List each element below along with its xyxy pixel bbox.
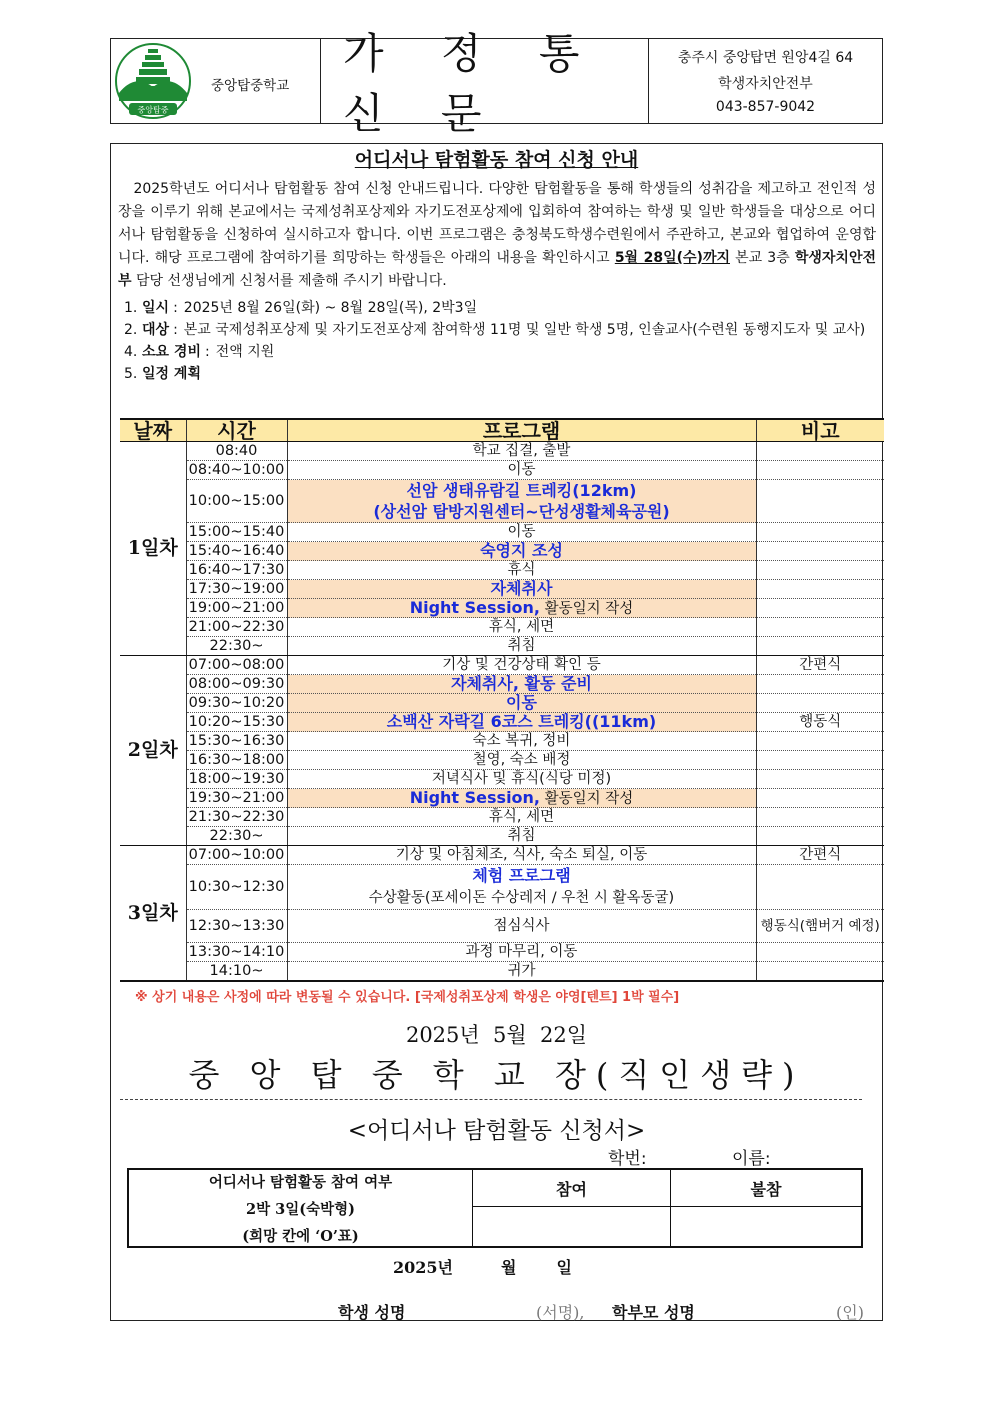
- table-cell: [756, 461, 884, 480]
- table-cell: 15:40~16:40: [186, 542, 287, 561]
- table-cell: 08:00~09:30: [186, 675, 287, 694]
- table-cell: [756, 962, 884, 982]
- table-cell: 15:30~16:30: [186, 732, 287, 751]
- table-cell: 소백산 자락길 6코스 트레킹((11km): [287, 713, 756, 732]
- table-cell: 기상 및 아침체조, 식사, 숙소 퇴실, 이동: [287, 846, 756, 865]
- table-cell: 체험 프로그램 수상활동(포세이돈 수상레저 / 우천 시 활옥동굴): [287, 865, 756, 910]
- table-row: [120, 962, 884, 982]
- form-date: 2025년 월 일: [393, 1258, 572, 1277]
- table-cell: 09:30~10:20: [186, 694, 287, 713]
- signature-line: [338, 1300, 868, 1323]
- table-cell: 12:30~13:30: [186, 910, 287, 943]
- table-row: [120, 656, 884, 675]
- col-header-note: 비고: [756, 419, 884, 442]
- table-cell: [756, 789, 884, 808]
- table-cell: Night Session, 활동일지 작성: [287, 599, 756, 618]
- table-row: [120, 480, 884, 523]
- table-row: [120, 808, 884, 827]
- option-yes-header: 참여: [473, 1170, 671, 1207]
- table-row: [120, 910, 884, 943]
- table-row: [120, 442, 884, 461]
- participation-table: [127, 1168, 863, 1248]
- student-sign-label: 학생 성명: [338, 1303, 406, 1322]
- table-row: [120, 943, 884, 962]
- department-name: 학생자치안전부: [718, 76, 813, 92]
- student-sign-suffix: (서명),: [536, 1303, 585, 1322]
- table-cell: 18:00~19:30: [186, 770, 287, 789]
- table-row: [120, 770, 884, 789]
- table-cell: 22:30~: [186, 637, 287, 656]
- table-cell: 21:30~22:30: [186, 808, 287, 827]
- cut-line: [120, 1099, 862, 1100]
- table-cell: [756, 732, 884, 751]
- intro-paragraph: 2025학년도 어디서나 탐험활동 참여 신청 안내드립니다. 다양한 탐험활동을 통해 학생들의 성취감을 제고하고 전인적 성장을 이루기 위해 본교에서는 국제성취포상제와 자기도전포상제에 입회하여 참여하는 학생 및 일반 학생들을 대상으로 어디서나 탐험활동을 신청하여 실시하고자 합니다. 이번 프로그램은 충청북도학생수련원에서 주관하고, 본교와 협업하여 운영합니다. 해당 프로그램에 참여하기를 희망하는 학생들은 아래의 내용을 확인하시고 5월 28일(수)까지 본교 3층 학생자치안전부 담당 선생님에게 신청서를 제출해 주시기 바랍니다.: [118, 181, 876, 289]
- list-item: 4. 소요 경비 : 전액 지원: [124, 344, 275, 360]
- table-row: [120, 865, 884, 910]
- table-cell: [756, 618, 884, 637]
- table-cell: 16:30~18:00: [186, 751, 287, 770]
- table-cell: [756, 561, 884, 580]
- school-block: [111, 39, 321, 123]
- table-cell: [756, 580, 884, 599]
- option-yes-mark-cell[interactable]: [473, 1207, 671, 1246]
- table-cell: 기상 및 건강상태 확인 등: [287, 656, 756, 675]
- table-cell: [756, 480, 884, 523]
- table-cell: 이동: [287, 523, 756, 542]
- form-title: <어디서나 탐험활동 신청서>: [347, 1118, 646, 1144]
- table-row: [120, 827, 884, 846]
- table-cell: 08:40: [186, 442, 287, 461]
- table-row: [120, 751, 884, 770]
- list-item: 1. 일시 : 2025년 8월 26일(화) ~ 8월 28일(목), 2박3일: [124, 300, 478, 316]
- table-cell: 숙소 복귀, 정비: [287, 732, 756, 751]
- day-label: 2일차: [120, 656, 186, 846]
- table-cell: 22:30~: [186, 827, 287, 846]
- col-header-program: 프로그램: [287, 419, 756, 442]
- table-cell: [756, 523, 884, 542]
- table-cell: 16:40~17:30: [186, 561, 287, 580]
- parent-sign-suffix: (인): [836, 1303, 864, 1322]
- table-row: [120, 542, 884, 561]
- table-cell: 이동: [287, 461, 756, 480]
- table-cell: 과정 마무리, 이동: [287, 943, 756, 962]
- table-cell: 10:30~12:30: [186, 865, 287, 910]
- list-item: 2. 대상 : 본교 국제성취포상제 및 자기도전포상제 참여학생 11명 및 일반 학생 5명, 인솔교사(수련원 동행지도자 및 교사): [124, 322, 866, 338]
- table-cell: [756, 542, 884, 561]
- name-label: 이름:: [732, 1149, 771, 1169]
- table-cell: [756, 694, 884, 713]
- table-cell: [756, 675, 884, 694]
- table-cell: 이동: [287, 694, 756, 713]
- table-cell: [756, 943, 884, 962]
- notice-title: 어디서나 탐험활동 참여 신청 안내: [354, 149, 639, 171]
- phone-number: 043-857-9042: [715, 99, 816, 115]
- table-cell: [756, 751, 884, 770]
- table-cell: 휴식, 세면: [287, 808, 756, 827]
- list-item: 5. 일정 계획: [124, 366, 201, 382]
- table-cell: 귀가: [287, 962, 756, 982]
- parent-sign-label: 학부모 성명: [612, 1303, 695, 1322]
- table-cell: 철영, 숙소 배정: [287, 751, 756, 770]
- day-label: 1일차: [120, 442, 186, 656]
- day-label: 3일차: [120, 846, 186, 982]
- logo-text: 중앙탑중: [137, 105, 169, 115]
- table-row: [120, 580, 884, 599]
- table-cell: 학교 집결, 출발: [287, 442, 756, 461]
- table-cell: [756, 865, 884, 910]
- table-row: [120, 523, 884, 542]
- table-cell: 점심식사: [287, 910, 756, 943]
- school-logo-icon: [115, 43, 191, 119]
- option-no-header: 불참: [671, 1170, 861, 1207]
- table-cell: [756, 599, 884, 618]
- table-cell: 행동식(햄버거 예정): [756, 910, 884, 943]
- table-cell: 행동식: [756, 713, 884, 732]
- table-row: [120, 675, 884, 694]
- table-cell: [756, 442, 884, 461]
- table-cell: 취침: [287, 827, 756, 846]
- table-cell: 07:00~08:00: [186, 656, 287, 675]
- table-row: [120, 789, 884, 808]
- table-cell: 간편식: [756, 656, 884, 675]
- table-cell: 15:00~15:40: [186, 523, 287, 542]
- table-cell: Night Session, 활동일지 작성: [287, 789, 756, 808]
- table-row: [120, 732, 884, 751]
- notice-footnote: ※ 상기 내용은 사정에 따라 변동될 수 있습니다. [국제성취포상제 학생은 야영[텐트] 1박 필수]: [135, 990, 680, 1005]
- table-cell: [756, 770, 884, 789]
- table-cell: 10:00~15:00: [186, 480, 287, 523]
- option-no-mark-cell[interactable]: [671, 1207, 861, 1246]
- table-cell: 숙영지 조성: [287, 542, 756, 561]
- table-row: [120, 599, 884, 618]
- student-id-label: 학번:: [608, 1149, 647, 1169]
- table-cell: 간편식: [756, 846, 884, 865]
- schedule-header-row: [120, 419, 884, 442]
- table-row: [120, 694, 884, 713]
- table-cell: 선암 생태유람길 트레킹(12km) (상선암 탐방지원센터~단성생활체육공원): [287, 480, 756, 523]
- question-cell: 어디서나 탐험활동 참여 여부 2박 3일(숙박형) (희망 칸에 ‘O’표): [129, 1170, 473, 1246]
- table-cell: 19:30~21:00: [186, 789, 287, 808]
- table-row: [120, 846, 884, 865]
- info-list: [124, 297, 876, 385]
- schedule-table: [120, 418, 884, 982]
- principal-signature: 중 앙 탑 중 학 교 장(직인생략): [188, 1056, 805, 1094]
- table-cell: 08:40~10:00: [186, 461, 287, 480]
- table-cell: 13:30~14:10: [186, 943, 287, 962]
- table-cell: 21:00~22:30: [186, 618, 287, 637]
- table-cell: 휴식, 세면: [287, 618, 756, 637]
- school-address: 충주시 중앙탑면 원앙4길 64: [677, 50, 854, 66]
- table-row: [120, 461, 884, 480]
- table-cell: 07:00~10:00: [186, 846, 287, 865]
- department-bold: 학생자치안전부: [118, 250, 876, 289]
- table-row: [120, 637, 884, 656]
- letter-title: 가 정 통 신 문: [343, 29, 602, 138]
- table-cell: 자체취사: [287, 580, 756, 599]
- table-cell: 휴식: [287, 561, 756, 580]
- table-row: [120, 713, 884, 732]
- table-cell: [756, 827, 884, 846]
- col-header-time: 시간: [186, 419, 287, 442]
- table-row: [120, 561, 884, 580]
- table-cell: 17:30~19:00: [186, 580, 287, 599]
- issue-date: 2025년 5월 22일: [405, 1023, 588, 1047]
- col-header-day: 날짜: [120, 419, 186, 442]
- table-cell: 10:20~15:30: [186, 713, 287, 732]
- table-row: [120, 618, 884, 637]
- table-cell: 19:00~21:00: [186, 599, 287, 618]
- deadline-text: 5월 28일(수)까지: [614, 250, 730, 266]
- title-block: [321, 29, 649, 138]
- table-cell: 취침: [287, 637, 756, 656]
- table-cell: 자체취사, 활동 준비: [287, 675, 756, 694]
- table-cell: [756, 808, 884, 827]
- letter-header: [110, 29, 883, 138]
- contact-block: [649, 39, 882, 123]
- table-cell: [756, 637, 884, 656]
- school-name: 중앙탑중학교: [211, 78, 290, 94]
- table-cell: 14:10~: [186, 962, 287, 982]
- table-cell: 저녁식사 및 휴식(식당 미정): [287, 770, 756, 789]
